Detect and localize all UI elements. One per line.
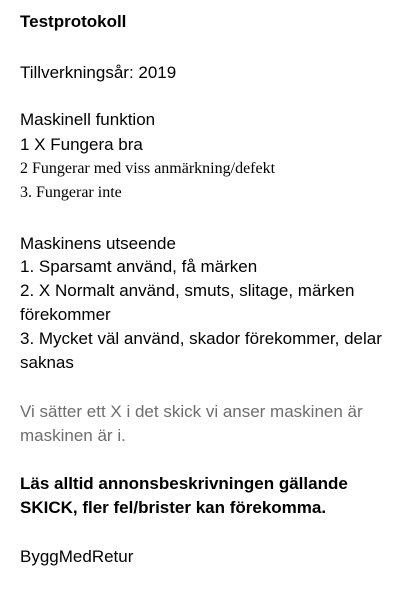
manufacture-year: Tillverkningsår: 2019 <box>20 63 177 82</box>
appearance-option-3-cont: saknas <box>20 353 74 372</box>
appearance-option-1: 1. Sparsamt använd, få märken <box>20 257 258 276</box>
appearance-heading: Maskinens utseende <box>20 234 176 253</box>
appearance-option-2-cont: förekommer <box>20 305 111 324</box>
note-line-2: maskinen är i. <box>20 426 126 445</box>
function-option-1: 1 X Fungera bra <box>20 135 143 154</box>
warning-line-2: SKICK, fler fel/brister kan förekomma. <box>20 498 327 517</box>
function-option-3: 3. Fungerar inte <box>20 184 122 201</box>
signature: ByggMedRetur <box>20 547 134 566</box>
function-heading: Maskinell funktion <box>20 110 156 129</box>
appearance-option-2: 2. X Normalt använd, smuts, slitage, märken <box>20 281 355 300</box>
function-option-2: 2 Fungerar med viss anmärkning/defekt <box>20 160 276 177</box>
note-line-1: Vi sätter ett X i det skick vi anser maskinen är <box>20 402 363 421</box>
document-title: Testprotokoll <box>20 12 127 31</box>
appearance-option-3: 3. Mycket väl använd, skador förekommer, delar <box>20 329 382 348</box>
warning-line-1: Läs alltid annonsbeskrivningen gällande <box>20 474 348 493</box>
